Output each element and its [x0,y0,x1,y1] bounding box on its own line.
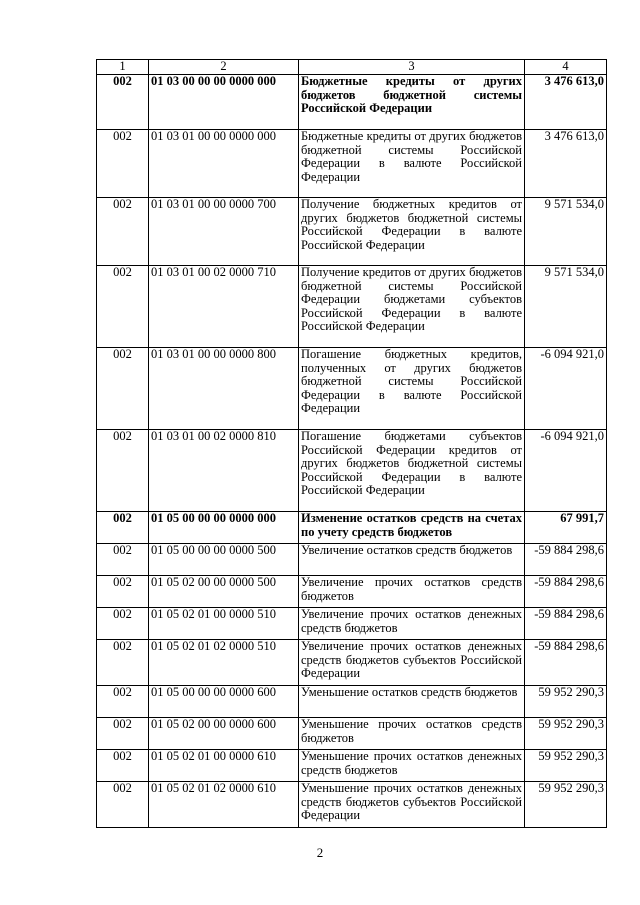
row-amount-cell: -59 884 298,6 [525,608,607,640]
budget-sources-table [96,59,607,828]
column-header-3: 3 [299,60,525,75]
table-row [97,608,607,640]
column-header-1: 1 [97,60,149,75]
row-kbk-cell: 01 05 00 00 00 0000 500 [149,544,299,576]
row-code-cell: 002 [97,266,149,348]
row-name-cell: Увеличение прочих остатков денежных средств бюджетов [299,608,525,640]
table-row [97,130,607,198]
row-amount-cell: 3 476 613,0 [525,130,607,198]
row-code-cell: 002 [97,75,149,130]
row-kbk-cell: 01 05 02 01 00 0000 610 [149,750,299,782]
row-kbk-cell: 01 05 00 00 00 0000 600 [149,686,299,718]
row-name-cell: Увеличение остатков средств бюджетов [299,544,525,576]
table-row [97,430,607,512]
table-row [97,348,607,430]
row-name-cell: Изменение остатков средств на счетах по учету средств бюджетов [299,512,525,544]
row-code-cell: 002 [97,576,149,608]
row-code-cell: 002 [97,640,149,686]
table-body [97,75,607,828]
row-amount-cell: -59 884 298,6 [525,544,607,576]
row-code-cell: 002 [97,608,149,640]
row-kbk-cell: 01 03 01 00 00 0000 000 [149,130,299,198]
row-amount-cell: 59 952 290,3 [525,782,607,828]
row-amount-cell: 9 571 534,0 [525,266,607,348]
table-row [97,198,607,266]
table-row [97,750,607,782]
row-kbk-cell: 01 03 01 00 02 0000 710 [149,266,299,348]
row-amount-cell: -6 094 921,0 [525,430,607,512]
row-code-cell: 002 [97,782,149,828]
table-row [97,718,607,750]
table-row [97,576,607,608]
row-amount-cell: 9 571 534,0 [525,198,607,266]
row-kbk-cell: 01 05 02 01 02 0000 510 [149,640,299,686]
row-name-cell: Погашение бюджетами субъектов Российской Федерации кредитов от других бюджетов бюджетной системы Российской Федерации в валюте Российской Федерации [299,430,525,512]
row-name-cell: Уменьшение прочих остатков средств бюджетов [299,718,525,750]
row-code-cell: 002 [97,718,149,750]
row-name-cell: Бюджетные кредиты от других бюджетов бюджетной системы Российской Федерации в валюте Российской Федерации [299,130,525,198]
row-kbk-cell: 01 05 02 00 00 0000 500 [149,576,299,608]
row-amount-cell: 59 952 290,3 [525,686,607,718]
row-code-cell: 002 [97,544,149,576]
table-row [97,782,607,828]
page-number: 2 [316,845,324,860]
row-name-cell: Получение бюджетных кредитов от других бюджетов бюджетной системы Российской Федерации в валюте Российской Федерации [299,198,525,266]
row-name-cell: Уменьшение остатков средств бюджетов [299,686,525,718]
row-name-cell: Увеличение прочих остатков денежных средств бюджетов субъектов Российской Федерации [299,640,525,686]
row-kbk-cell: 01 05 02 00 00 0000 600 [149,718,299,750]
row-kbk-cell: 01 05 00 00 00 0000 000 [149,512,299,544]
table-row [97,686,607,718]
row-amount-cell: 59 952 290,3 [525,750,607,782]
row-code-cell: 002 [97,512,149,544]
column-header-2: 2 [149,60,299,75]
row-name-cell: Увеличение прочих остатков средств бюджетов [299,576,525,608]
row-code-cell: 002 [97,130,149,198]
row-amount-cell: -59 884 298,6 [525,640,607,686]
row-amount-cell: 3 476 613,0 [525,75,607,130]
row-code-cell: 002 [97,750,149,782]
row-code-cell: 002 [97,348,149,430]
row-kbk-cell: 01 03 01 00 00 0000 700 [149,198,299,266]
row-name-cell: Уменьшение прочих остатков денежных средств бюджетов [299,750,525,782]
row-amount-cell: 59 952 290,3 [525,718,607,750]
row-amount-cell: -6 094 921,0 [525,348,607,430]
row-name-cell: Уменьшение прочих остатков денежных средств бюджетов субъектов Российской Федерации [299,782,525,828]
table-row [97,640,607,686]
row-name-cell: Погашение бюджетных кредитов, полученных от других бюджетов бюджетной системы Российской Федерации в валюте Российской Федерации [299,348,525,430]
row-amount-cell: -59 884 298,6 [525,576,607,608]
table-row [97,544,607,576]
row-kbk-cell: 01 03 01 00 00 0000 800 [149,348,299,430]
row-name-cell: Бюджетные кредиты от других бюджетов бюджетной системы Российской Федерации [299,75,525,130]
row-kbk-cell: 01 03 00 00 00 0000 000 [149,75,299,130]
table-row [97,266,607,348]
header-row [97,60,607,75]
row-kbk-cell: 01 05 02 01 02 0000 610 [149,782,299,828]
row-name-cell: Получение кредитов от других бюджетов бюджетной системы Российской Федерации бюджетами субъектов Российской Федерации в валюте Российской Федерации [299,266,525,348]
row-code-cell: 002 [97,686,149,718]
row-kbk-cell: 01 03 01 00 02 0000 810 [149,430,299,512]
table-row [97,512,607,544]
row-kbk-cell: 01 05 02 01 00 0000 510 [149,608,299,640]
row-code-cell: 002 [97,430,149,512]
row-code-cell: 002 [97,198,149,266]
table-row [97,75,607,130]
column-header-4: 4 [525,60,607,75]
row-amount-cell: 67 991,7 [525,512,607,544]
